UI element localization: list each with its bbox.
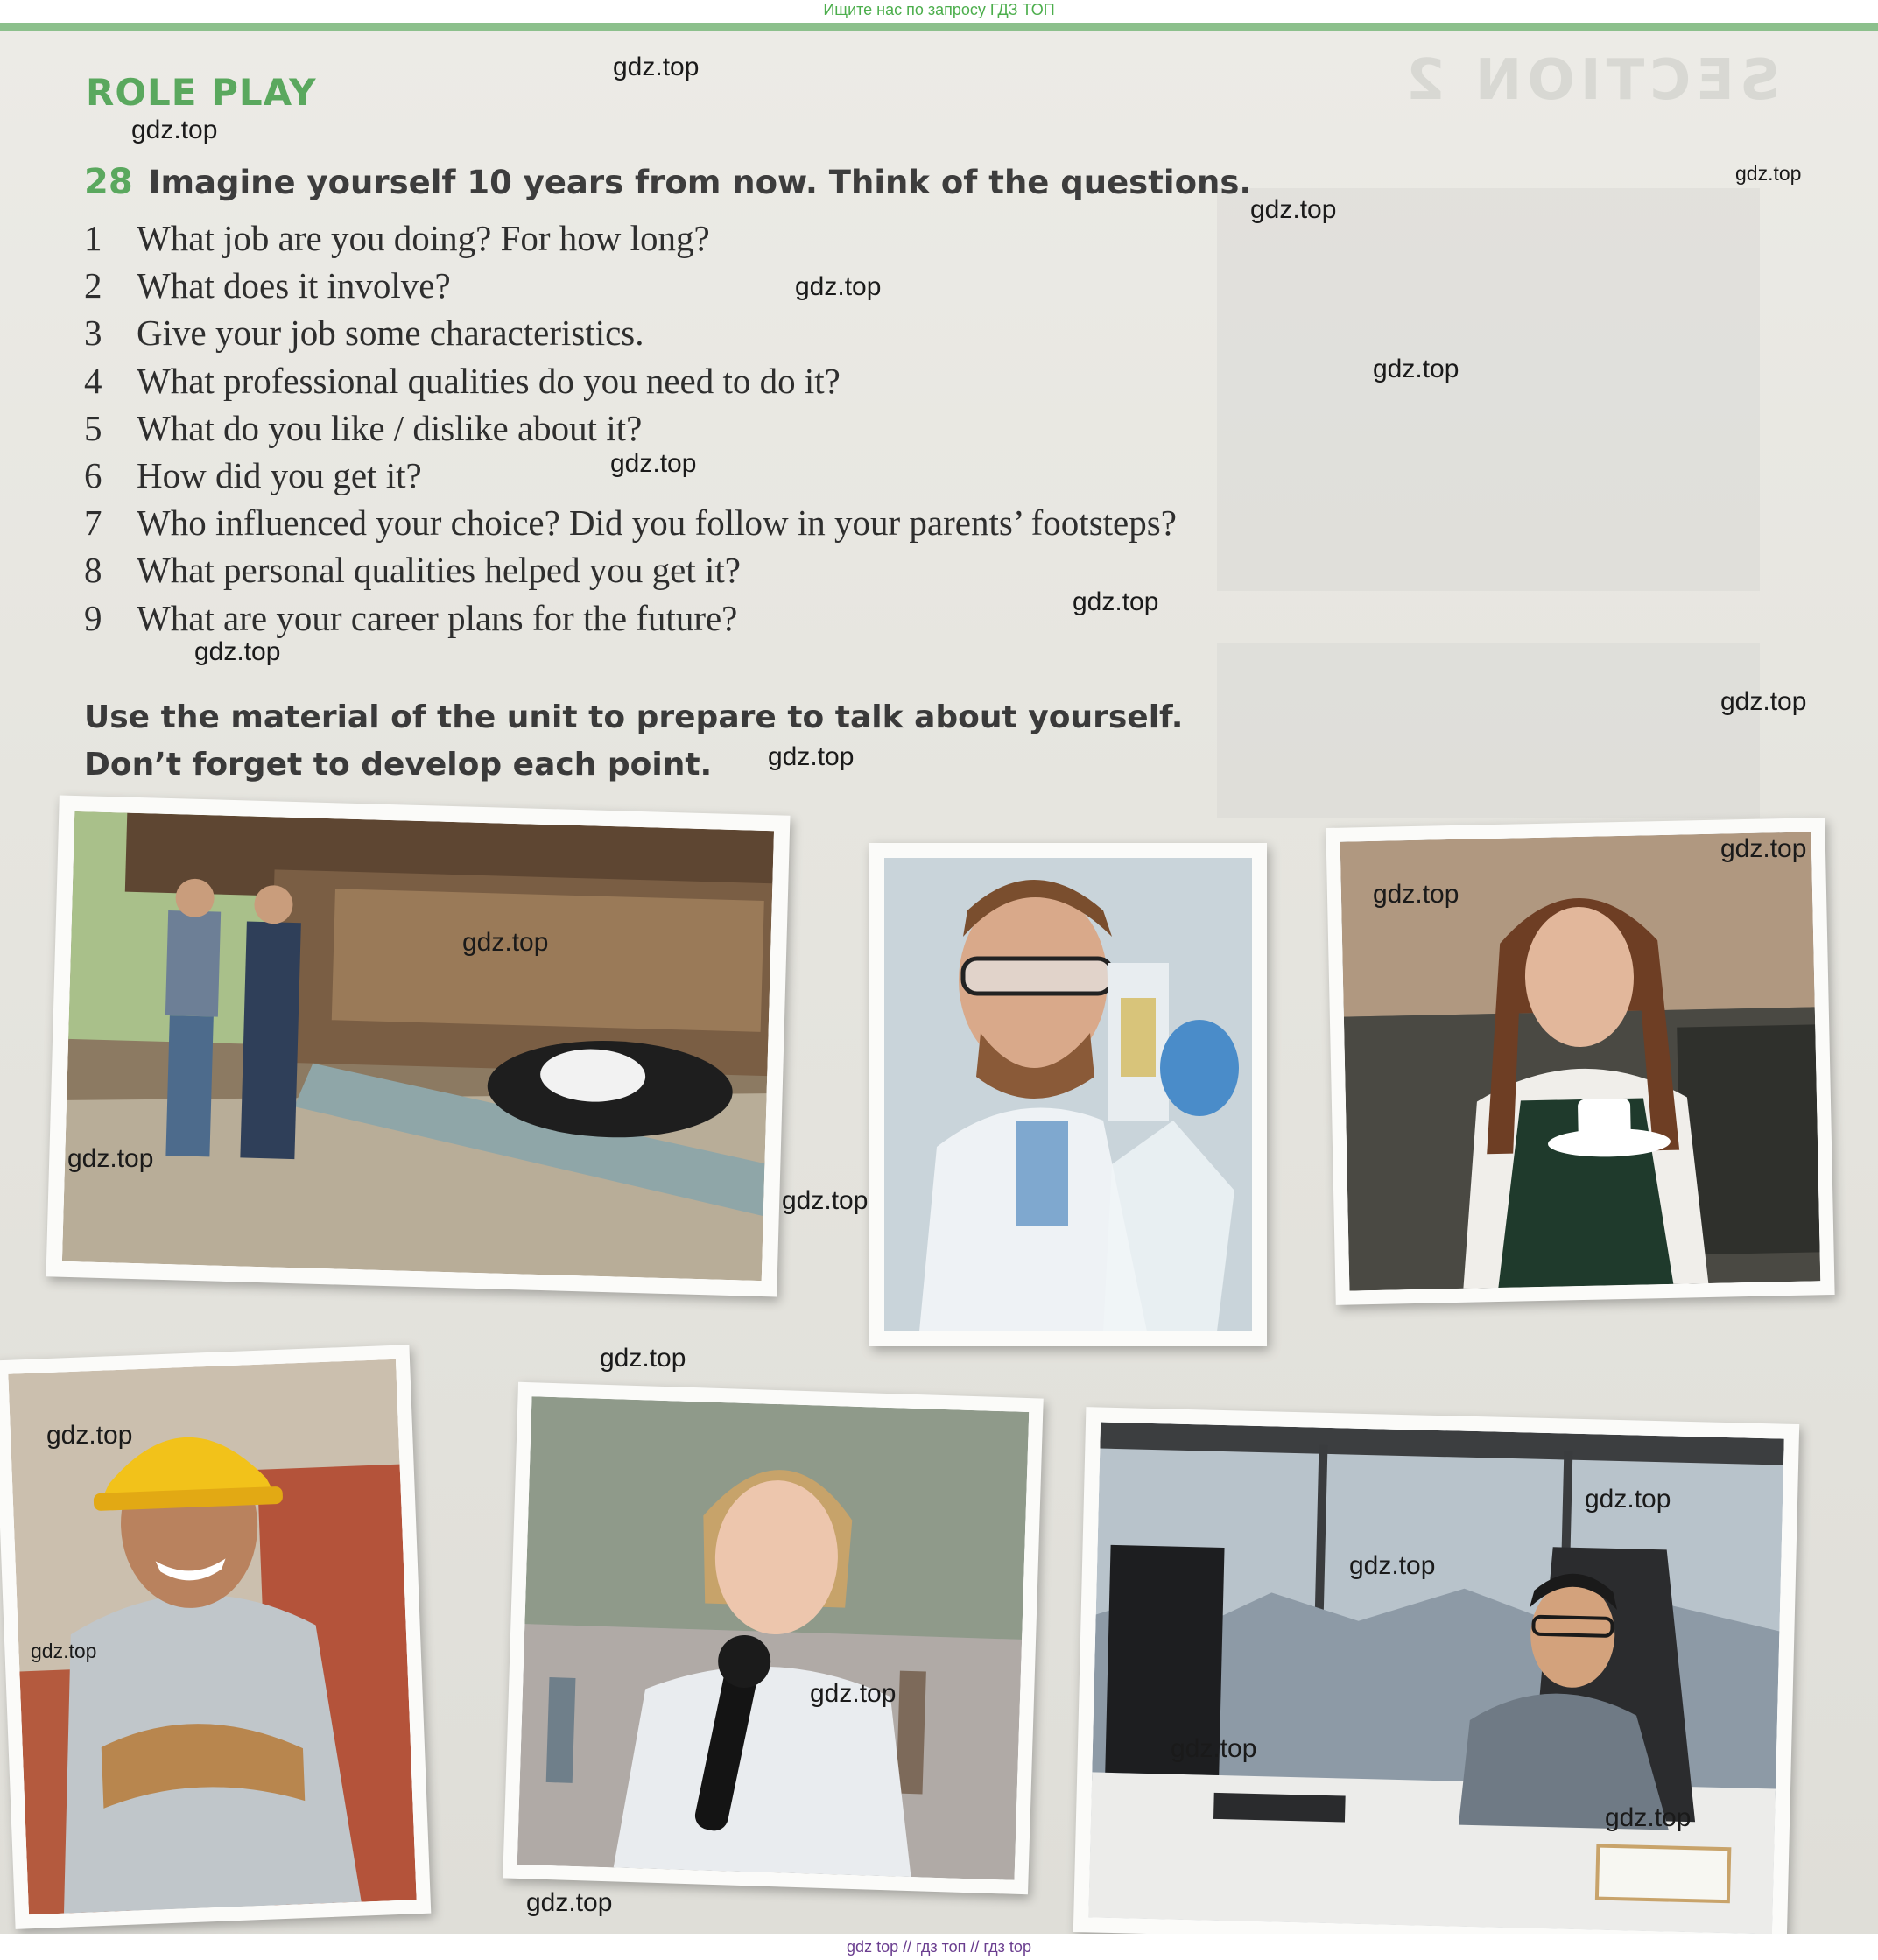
watermark: gdz.top: [1250, 195, 1337, 224]
question-text: What personal qualities helped you get it?: [137, 550, 741, 591]
watermark: gdz.top: [610, 449, 697, 478]
photo-farmers-image: [62, 811, 774, 1281]
question-text: What job are you doing? For how long?: [137, 218, 710, 258]
question-number: 8: [84, 550, 102, 591]
top-rule: [0, 23, 1878, 31]
page-title: ROLE PLAY: [86, 71, 317, 114]
textbook-page: [0, 31, 1878, 1934]
photo-office: [1073, 1407, 1799, 1934]
question-text: What are your career plans for the future?: [137, 597, 738, 638]
footer: gdz top // гдз топ // гдз top: [0, 1934, 1878, 1960]
watermark: gdz.top: [1073, 587, 1159, 616]
photo-reporter: [503, 1382, 1044, 1895]
question-text: How did you get it?: [137, 454, 422, 495]
list-item: [84, 262, 1177, 309]
top-banner: Ищите нас по запросу ГДЗ ТОП: [0, 0, 1878, 23]
watermark: gdz.top: [194, 637, 281, 666]
list-item: [84, 214, 1177, 262]
watermark: gdz.top: [810, 1679, 897, 1708]
watermark: gdz.top: [600, 1344, 686, 1373]
question-number: 1: [84, 218, 102, 258]
question-number: 3: [84, 313, 102, 354]
list-item: [84, 594, 1177, 642]
question-text: Give your job some characteristics.: [137, 313, 644, 354]
watermark: gdz.top: [67, 1144, 154, 1173]
photo-office-image: [1088, 1423, 1784, 1934]
list-item: [84, 357, 1177, 404]
section-ghost-text: SECTION 2: [1401, 48, 1781, 113]
watermark: gdz.top: [1720, 834, 1807, 863]
question-number: 6: [84, 454, 102, 495]
instructions: [84, 694, 1183, 789]
watermark: gdz.top: [1585, 1485, 1671, 1514]
exercise-number: 28: [84, 162, 133, 202]
watermark: gdz.top: [1720, 687, 1807, 716]
watermark: gdz.top: [1373, 880, 1459, 909]
ghost-photo-backdrop: [1217, 188, 1760, 591]
photo-scientist-image: [884, 858, 1252, 1331]
watermark: gdz.top: [131, 116, 218, 144]
photo-reporter-image: [517, 1396, 1030, 1880]
watermark: gdz.top: [1605, 1803, 1692, 1832]
watermark: gdz.top: [782, 1186, 869, 1215]
question-text: Who influenced your choice? Did you follow in your parents’ footsteps?: [137, 502, 1177, 544]
question-text: What does it involve?: [137, 265, 451, 306]
watermark: gdz.top: [1171, 1734, 1257, 1763]
watermark: gdz.top: [1349, 1551, 1436, 1580]
instruction-line: Use the material of the unit to prepare to talk about yourself.: [84, 699, 1184, 735]
watermark: gdz.top: [1373, 355, 1459, 383]
question-text: What professional qualities do you need to do it?: [137, 360, 841, 401]
watermark: gdz.top: [462, 928, 549, 957]
ghost-photo-backdrop: [1217, 643, 1760, 818]
question-number: 4: [84, 360, 102, 401]
watermark: gdz.top: [31, 1640, 97, 1662]
question-number: 7: [84, 502, 102, 544]
question-list: [84, 214, 1177, 642]
watermark: gdz.top: [1735, 162, 1802, 185]
question-text: What do you like / dislike about it?: [137, 407, 643, 448]
watermark: gdz.top: [768, 742, 855, 771]
list-item: [84, 546, 1177, 594]
exercise-prompt: Imagine yourself 10 years from now. Think of the questions.: [148, 164, 1252, 201]
question-number: 9: [84, 597, 102, 638]
watermark: gdz.top: [526, 1888, 613, 1917]
question-number: 5: [84, 407, 102, 448]
list-item: [84, 309, 1177, 356]
instruction-line: Don’t forget to develop each point.: [84, 747, 713, 783]
question-number: 2: [84, 265, 102, 306]
list-item: [84, 404, 1177, 452]
watermark: gdz.top: [795, 272, 882, 301]
exercise-header: [84, 162, 1251, 202]
photo-scientist: [869, 843, 1267, 1346]
watermark: gdz.top: [613, 53, 700, 81]
list-item: [84, 499, 1177, 546]
photo-farmers: [46, 795, 790, 1296]
watermark: gdz.top: [46, 1421, 133, 1450]
